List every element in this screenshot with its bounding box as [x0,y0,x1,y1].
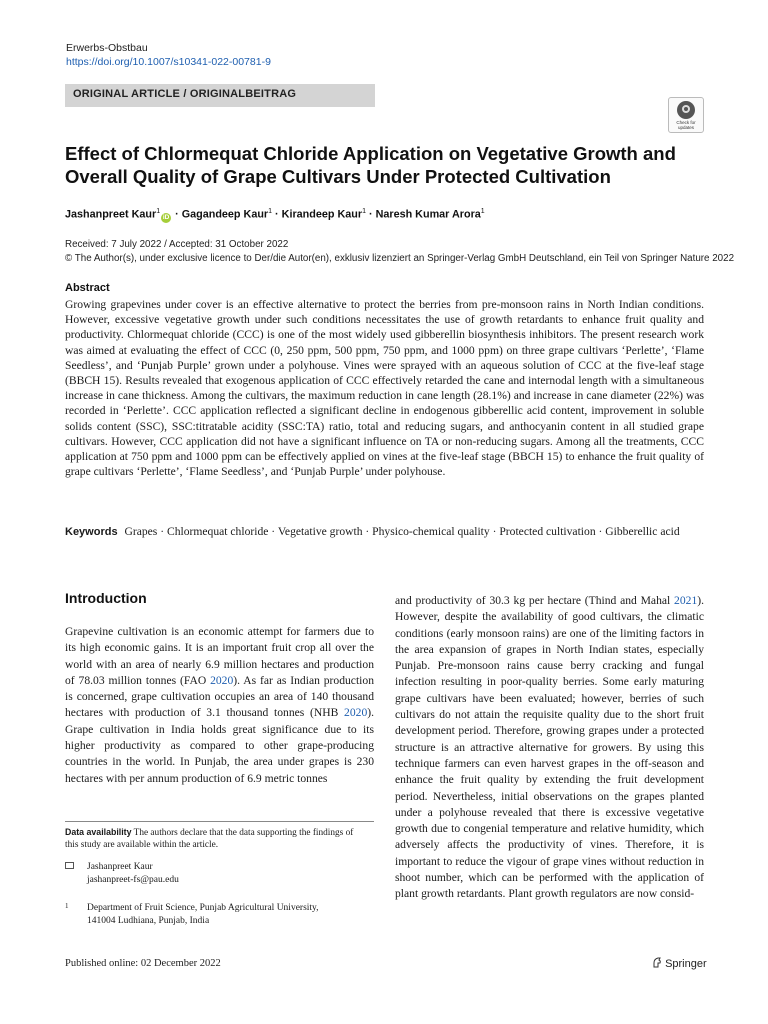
body-text: ). As far as Indian production is concerned, grape cultivation occupies an area of 140 thousand hectares with production of 3.1 thousand tonnes (NHB [65,673,374,720]
introduction-right-column [395,593,704,903]
author-name[interactable]: Jashanpreet Kaur [65,208,157,221]
received-accepted-dates: Received: 7 July 2022 / Accepted: 31 October 2022 [65,239,289,250]
data-availability-text: The authors declare that the data supporting the findings of this study are available within the article. [65,828,354,851]
author-name[interactable]: Gagandeep Kaur [181,208,269,221]
data-availability-note [65,826,365,851]
abstract-heading: Abstract [65,282,110,294]
article-type-banner [65,84,375,107]
envelope-icon [65,862,74,869]
publisher-name: Springer [665,958,707,970]
citation-link[interactable]: 2020 [344,706,368,720]
orcid-icon[interactable]: iD [162,213,170,221]
check-updates-label: Check for updates [676,120,696,130]
author-affiliation-marker: 1 [268,208,273,215]
author-name[interactable]: Naresh Kumar Arora [375,208,481,221]
article-type-label: ORIGINAL ARTICLE / ORIGINALBEITRAG [73,88,297,100]
copyright-line: © The Author(s), under exclusive licence to Der/die Autor(en), exklusiv lizenziert an Springer-Verlag GmbH Deutschland, ein Teil von Springer Nature 2022 [65,253,735,264]
author-name[interactable]: Kirandeep Kaur [281,208,363,221]
author-list [65,208,485,223]
keywords-label: Keywords [65,526,118,538]
author-separator: · [172,208,182,221]
abstract-text: Growing grapevines under cover is an effective alternative to protect the berries from pre-monsoon rains in North Indian conditions. However, excessive vegetative growth under such conditions necessitates the use of growth retardants to enhance fruit quality and productivity. Chlormequat chloride (CCC) is one of the most widely used gibberellin biosynthesis inhibitors. The present research work was aimed at evaluating the effect of CCC (0, 250 ppm, 500 ppm, 750 ppm, and 1000 ppm) on three grape cultivars ‘Perlette’, ‘Flame Seedless’, and ‘Punjab Purple’ grown under a polyhouse. Vines were sprayed with an aqueous solution of CCC at the five-leaf stage (BBCH 15). Results revealed that exogenous application of CCC effectively retarded the cane and internodal length with a simultaneous increase in cane thickness. Among the cultivars, the maximum reduction in cane length (28.1%) and increase in cane diameter (22%) was recorded in ‘Perlette’. CCC application reflected a significant decline in endogenous gibberellic acid content, improvement in soluble solids content (SSC), SSC:titratable acidity (SSC:TA) ratio, total and reducing sugars, and anthocyanin content in all studied grape cultivars. However, CCC application did not have a significant influence on TA or non-reducing sugars. Among all the treatments, CCC application at 750 ppm and 1000 ppm can be effectively applied on vines at the five-leaf stage (BBCH 15) to enhance the fruit quality of grape cultivars ‘Perlette’, ‘Flame Seedless’, and ‘Punjab Purple’ under polyhouse. [65,298,704,479]
body-text: and productivity of 30.3 kg per hectare (Thind and Mahal [395,594,675,607]
check-for-updates-badge[interactable] [668,97,704,133]
citation-link[interactable]: 2021 [674,594,698,607]
publisher-logo [652,957,707,970]
affiliation-number: 1 [65,902,69,910]
author-affiliation-marker: 1 [156,208,161,215]
journal-name: Erwerbs-Obstbau [66,42,148,54]
author-separator: · [365,208,376,221]
affiliation-line-2: 141004 Ludhiana, Punjab, India [87,916,210,926]
body-text: ). Grape cultivation in India holds great significance due to its higher productivity as compared to other grape-producing countries in the world. In Punjab, the area under grapes is 230 hectares with per annum production of 6.9 metric tonnes [65,706,374,785]
footnote-divider [65,821,374,822]
doi-link[interactable]: https://doi.org/10.1007/s10341-022-00781-9 [66,56,271,68]
springer-horse-icon [652,957,662,968]
body-text: ). However, despite the availability of good cultivars, the climatic conditions (early monsoon rains) are one of the limiting factors in the area expansion of grapes in North Indian states, especially Punjab. Pre-monsoon rains cause berry cracking and fungal infection resulting in poor-quality berries. Some early maturing grape cultivars have been evaluated; however, berries of such cultivars do not attain the requisite quality due to the short fruit development period. Therefore, growing grapes under a protected structure is an attractive alternative for growers. By using this technique farmers can even harvest grapes in the off-season and enhance the fruit quality by extending the fruit development period. Nevertheless, initial observations on the grapes planted under a polyhouse revealed that there is excessive vegetative growth due to congenial temperature and relative humidity, which adversely affects the productivity of vines. Therefore, it is important to reduce the vigour of grape vines without reduction in shoot number, which can be performed with the application of plant growth retardants. Plant growth regulators are now consid- [395,594,704,901]
introduction-heading: Introduction [65,590,147,606]
author-affiliation-marker: 1 [480,208,485,215]
published-online-date: Published online: 02 December 2022 [65,958,221,969]
affiliation-line-1: Department of Fruit Science, Punjab Agricultural University, [87,903,319,913]
check-updates-icon [677,101,695,119]
citation-link[interactable]: 2020 [210,673,234,687]
introduction-left-column [65,624,374,787]
corresponding-author-email[interactable]: jashanpreet-fs@pau.edu [87,875,179,885]
data-availability-label: Data availability [65,827,132,837]
keywords [65,524,704,540]
article-title: Effect of Chlormequat Chloride Application on Vegetative Growth and Overall Quality of Grape Cultivars Under Protected Cultivation [65,143,676,187]
author-affiliation-marker: 1 [362,208,366,215]
keywords-list: Grapes · Chlormequat chloride · Vegetative growth · Physico-chemical quality · Protected cultivation · Gibberellic acid [124,525,680,538]
author-separator: · [272,208,282,221]
body-text: Grapevine cultivation is an economic attempt for farmers due to its high economic gains. It is an important fruit crop all over the world with an area of nearly 6.9 million hectares and production of 78.03 million tonnes (FAO [65,625,374,687]
corresponding-author-name: Jashanpreet Kaur [87,862,153,872]
